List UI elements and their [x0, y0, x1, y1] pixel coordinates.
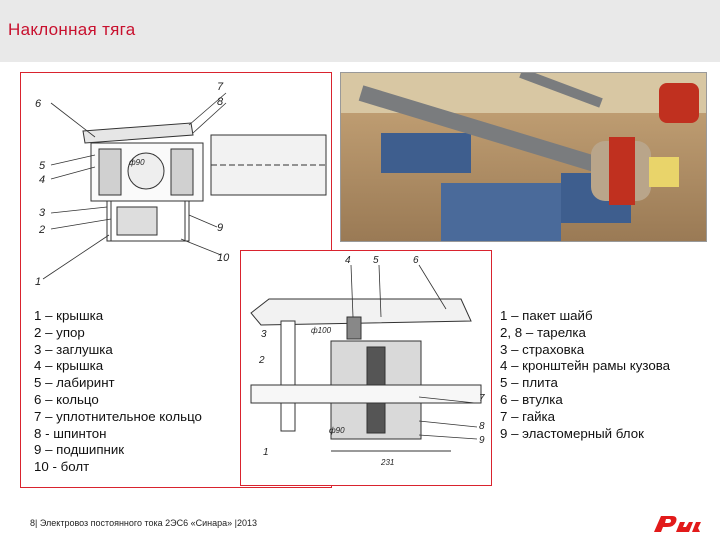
callout-4: 4	[39, 174, 46, 186]
dim-label: ф90	[129, 158, 145, 167]
legend-item: 4 – кронштейн рамы кузова	[500, 358, 671, 374]
slide-title: Наклонная тяга	[8, 20, 136, 39]
footer-text: Электровоз постоянного тока 2ЭС6 «Синара»	[39, 518, 233, 528]
legend-left	[34, 308, 202, 476]
tie-rod-photo	[340, 72, 707, 242]
callout-9: 9	[217, 222, 224, 234]
callout-6: 6	[413, 255, 419, 266]
dim-label-231: 231	[381, 458, 395, 467]
footer-year: |2013	[234, 518, 258, 528]
legend-item: 10 - болт	[34, 459, 90, 475]
callout-9: 9	[479, 435, 485, 446]
rzd-logo	[652, 510, 702, 536]
callout-8: 8	[217, 96, 224, 108]
callout-7: 7	[217, 81, 224, 93]
callout-5: 5	[373, 255, 379, 266]
dim-label-d90: ф90	[329, 426, 345, 435]
callout-2: 2	[39, 224, 46, 236]
slide-header	[0, 0, 720, 62]
legend-item: 4 – крышка	[34, 358, 104, 374]
elastomer-drawing-panel	[240, 250, 492, 486]
callout-1: 1	[263, 447, 269, 458]
legend-item: 3 – страховка	[500, 341, 585, 357]
dim-label-d100: ф100	[311, 326, 332, 335]
callout-3: 3	[261, 329, 267, 340]
legend-right	[500, 308, 670, 442]
legend-item: 6 – втулка	[500, 391, 563, 407]
legend-item: 1 – пакет шайб	[500, 308, 593, 323]
legend-item: 5 – плита	[500, 375, 558, 391]
callout-3: 3	[39, 207, 46, 219]
legend-item: 1 – крышка	[34, 308, 104, 323]
legend-item: 7 – гайка	[500, 408, 556, 424]
legend-item: 5 – лабиринт	[34, 375, 115, 391]
page-number: 8|	[30, 518, 38, 528]
callout-10: 10	[217, 252, 230, 264]
elastomer-drawing	[241, 251, 491, 485]
legend-item: 8 - шпинтон	[34, 425, 107, 441]
footer	[30, 518, 257, 528]
legend-item: 7 – уплотнительное кольцо	[34, 408, 202, 424]
legend-item: 2, 8 – тарелка	[500, 324, 586, 340]
legend-item: 2 – упор	[34, 324, 85, 340]
callout-8: 8	[479, 421, 485, 432]
callout-5: 5	[39, 160, 46, 172]
legend-item: 9 – эластомерный блок	[500, 425, 644, 441]
callout-7: 7	[479, 393, 485, 404]
legend-item: 3 – заглушка	[34, 341, 113, 357]
callout-6: 6	[35, 98, 42, 110]
legend-item: 9 – подшипник	[34, 442, 125, 458]
callout-2: 2	[259, 355, 265, 366]
callout-4: 4	[345, 255, 351, 266]
legend-item: 6 – кольцо	[34, 391, 99, 407]
callout-1: 1	[35, 276, 42, 288]
